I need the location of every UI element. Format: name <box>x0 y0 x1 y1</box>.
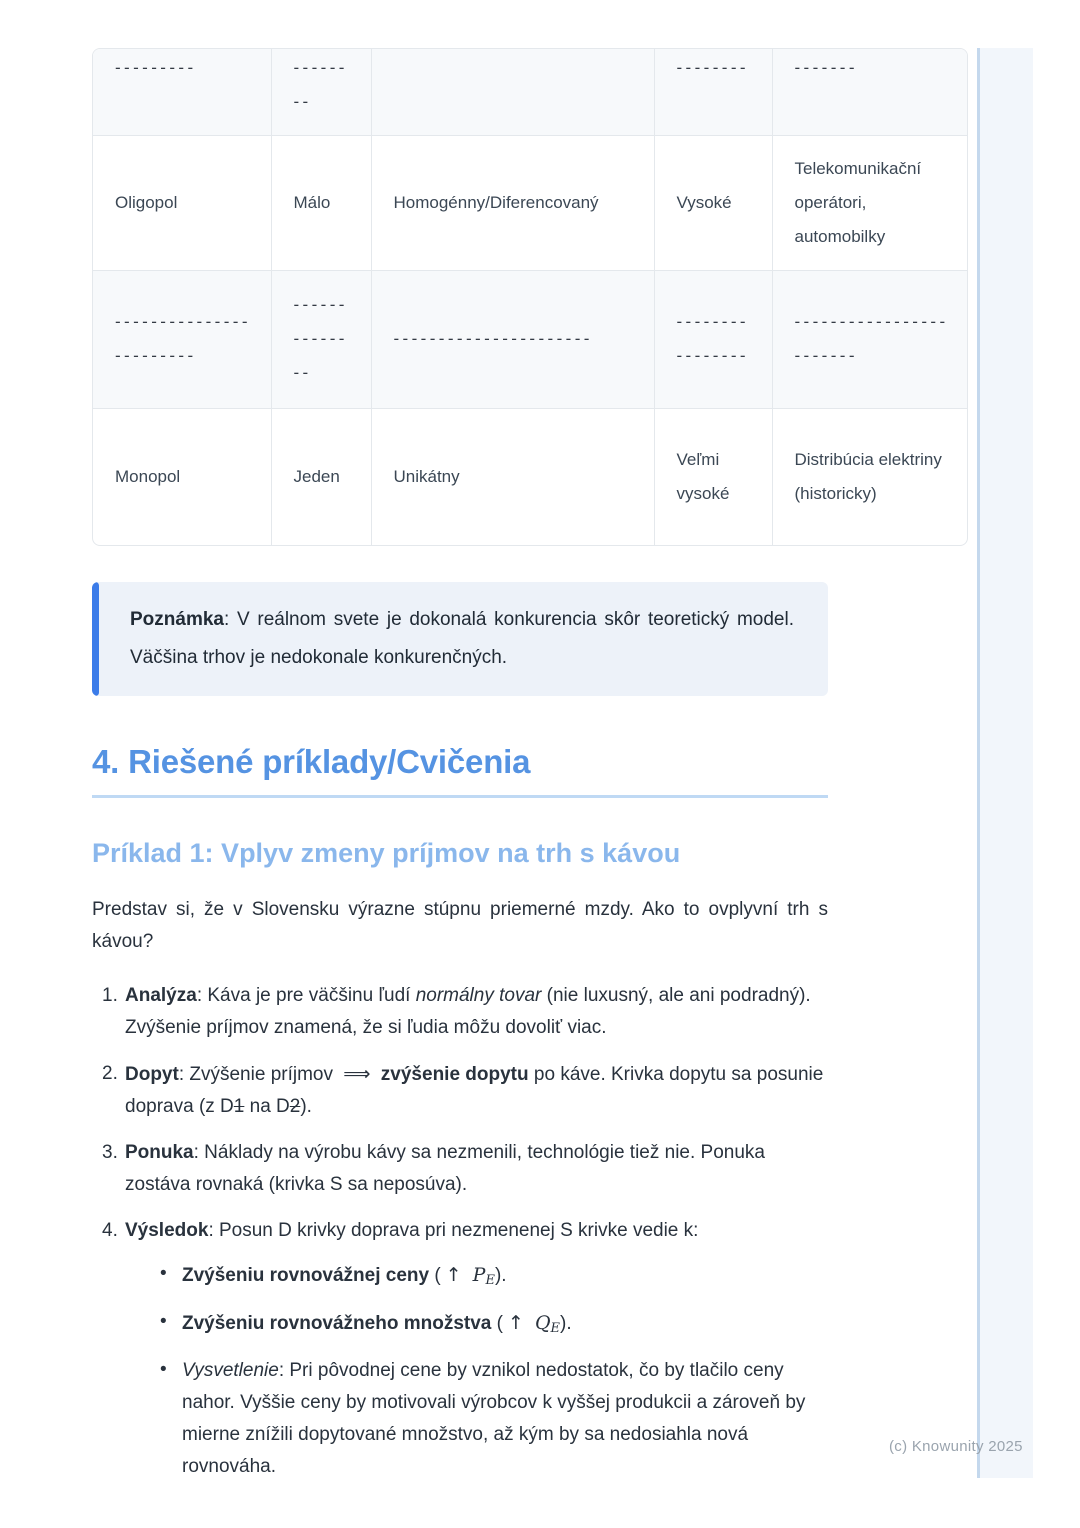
table-cell: --------- <box>93 49 271 135</box>
table-row <box>93 270 967 408</box>
text-segment: Q <box>534 1312 551 1334</box>
text-segment: ↑ <box>507 1312 530 1334</box>
list-item-text <box>125 985 811 1038</box>
table-cell: Monopol <box>93 408 271 545</box>
table-row <box>93 408 967 545</box>
bullet-item <box>158 1259 834 1297</box>
text-segment: ). <box>494 1265 507 1286</box>
text-segment: : Posun D krivky doprava pri nezmenenej S krivke vedie k: <box>208 1220 699 1241</box>
table-cell: ---------------------- <box>371 270 654 408</box>
intro-paragraph: Predstav si, že v Slovensku výrazne stúpnu priemerné mzdy. Ako to ovplyvní trh s kávou? <box>92 899 828 952</box>
list-item <box>92 1137 834 1201</box>
text-segment: zvýšenie dopytu <box>380 1064 529 1085</box>
text-segment: : Káva je pre väčšinu ľudí <box>196 985 416 1006</box>
table <box>93 49 967 545</box>
text-segment: Dopyt <box>125 1064 179 1085</box>
list-item <box>92 1215 834 1483</box>
text-segment: 2 <box>289 1096 301 1117</box>
text-segment: E <box>550 1321 561 1336</box>
note-accent-bar <box>92 582 99 696</box>
section-divider <box>92 795 828 798</box>
text-segment: ⟹ <box>343 1063 371 1085</box>
copyright: (c) Knowunity 2025 <box>889 1438 1023 1455</box>
text-segment: 1 <box>233 1096 245 1117</box>
sub-bullet-list <box>158 1259 834 1483</box>
table-cell: ----------------- ------- <box>772 270 967 408</box>
list-item-text <box>125 1142 765 1195</box>
bullet-text <box>182 1265 507 1286</box>
text-segment: ( <box>429 1265 441 1286</box>
table-cell: ------ -- <box>271 49 371 135</box>
list-number: 2. <box>102 1063 118 1084</box>
text-segment: ( <box>491 1313 503 1334</box>
list-item <box>92 980 834 1044</box>
bullet-text <box>182 1313 572 1334</box>
text-segment: E <box>485 1273 495 1288</box>
text-segment: ). <box>300 1096 312 1117</box>
table-cell: -------- <box>654 49 772 135</box>
text-segment: ). <box>560 1313 572 1334</box>
page-content <box>0 48 1080 1483</box>
text-segment: Výsledok <box>125 1220 209 1241</box>
text-segment: : Zvýšenie príjmov <box>178 1064 339 1085</box>
bullet-icon: • <box>160 1263 167 1284</box>
list-number: 4. <box>102 1220 118 1241</box>
text-segment: Analýza <box>125 985 197 1006</box>
note-callout <box>92 582 828 696</box>
table-row <box>93 49 967 135</box>
table-cell: Málo <box>271 135 371 270</box>
section-heading: 4. Riešené príklady/Cvičenia <box>92 743 531 780</box>
market-types-table <box>92 48 968 546</box>
text-segment: : V reálnom svete je dokonalá konkurencia skôr teoretický model. Väčšina trhov je nedokonale konkurenčných. <box>130 609 794 668</box>
text-segment: P <box>472 1264 486 1286</box>
list-item <box>92 1058 834 1123</box>
note-text <box>130 601 794 677</box>
text-segment: Ponuka <box>125 1142 194 1163</box>
list-number: 3. <box>102 1142 118 1163</box>
text-segment: po káve. Krivka dopytu sa posunie doprava (z D <box>125 1064 824 1117</box>
text-segment: Zvýšeniu rovnovážnej ceny <box>182 1265 430 1286</box>
table-cell: Distribúcia elektriny (historicky) <box>794 449 942 503</box>
table-cell: Telekomunikační operátori, automobilky <box>772 135 967 270</box>
table-cell: Vysoké <box>654 135 772 270</box>
table-cell: Homogénny/Diferencovaný <box>371 135 654 270</box>
table-cell: Oligopol <box>93 135 271 270</box>
list-number: 1. <box>102 985 118 1006</box>
bullet-item <box>158 1307 834 1345</box>
table-cell: Jeden <box>271 408 371 545</box>
text-segment: Poznámka <box>130 609 224 630</box>
table-cell: Unikátny <box>371 408 654 545</box>
text-segment: normálny tovar <box>415 985 542 1006</box>
solution-steps-list <box>92 980 834 1483</box>
text-segment: na D <box>244 1096 290 1117</box>
text-segment: : Pri pôvodnej cene by vznikol nedostatok, čo by tlačilo ceny nahor. Vyššie ceny by motivovali výrobcov k vyššej produkcii a zároveň by mierne znížili dopytované množstvo, až kým by sa nedosiahla nová rovnováha. <box>182 1360 806 1477</box>
table-row <box>93 135 967 270</box>
table-cell: ------ ------ -- <box>271 270 371 408</box>
bullet-icon: • <box>160 1359 167 1380</box>
bullet-text <box>182 1360 805 1477</box>
table-cell <box>371 49 654 135</box>
table-cell: ------- <box>772 49 967 135</box>
text-segment: ↑ <box>445 1264 468 1286</box>
example-heading: Príklad 1: Vplyv zmeny príjmov na trh s kávou <box>92 838 681 868</box>
table-cell: -------- -------- <box>654 270 772 408</box>
text-segment: : Náklady na výrobu kávy sa nezmenili, technológie tiež nie. Ponuka zostáva rovnaká (krivka S sa neposúva). <box>125 1142 765 1195</box>
bullet-icon: • <box>160 1311 167 1332</box>
text-segment: Zvýšeniu rovnovážneho množstva <box>182 1313 492 1334</box>
table-cell: Veľmi vysoké <box>654 408 772 545</box>
bullet-item <box>158 1355 834 1483</box>
text-segment: Vysvetlenie <box>182 1360 279 1381</box>
list-item-text <box>125 1220 698 1241</box>
list-item-text <box>125 1064 823 1117</box>
table-cell: --------------- --------- <box>93 270 271 408</box>
text-segment: (nie luxusný, ale ani podradný). Zvýšenie príjmov znamená, že si ľudia môžu dovoliť viac. <box>125 985 811 1038</box>
